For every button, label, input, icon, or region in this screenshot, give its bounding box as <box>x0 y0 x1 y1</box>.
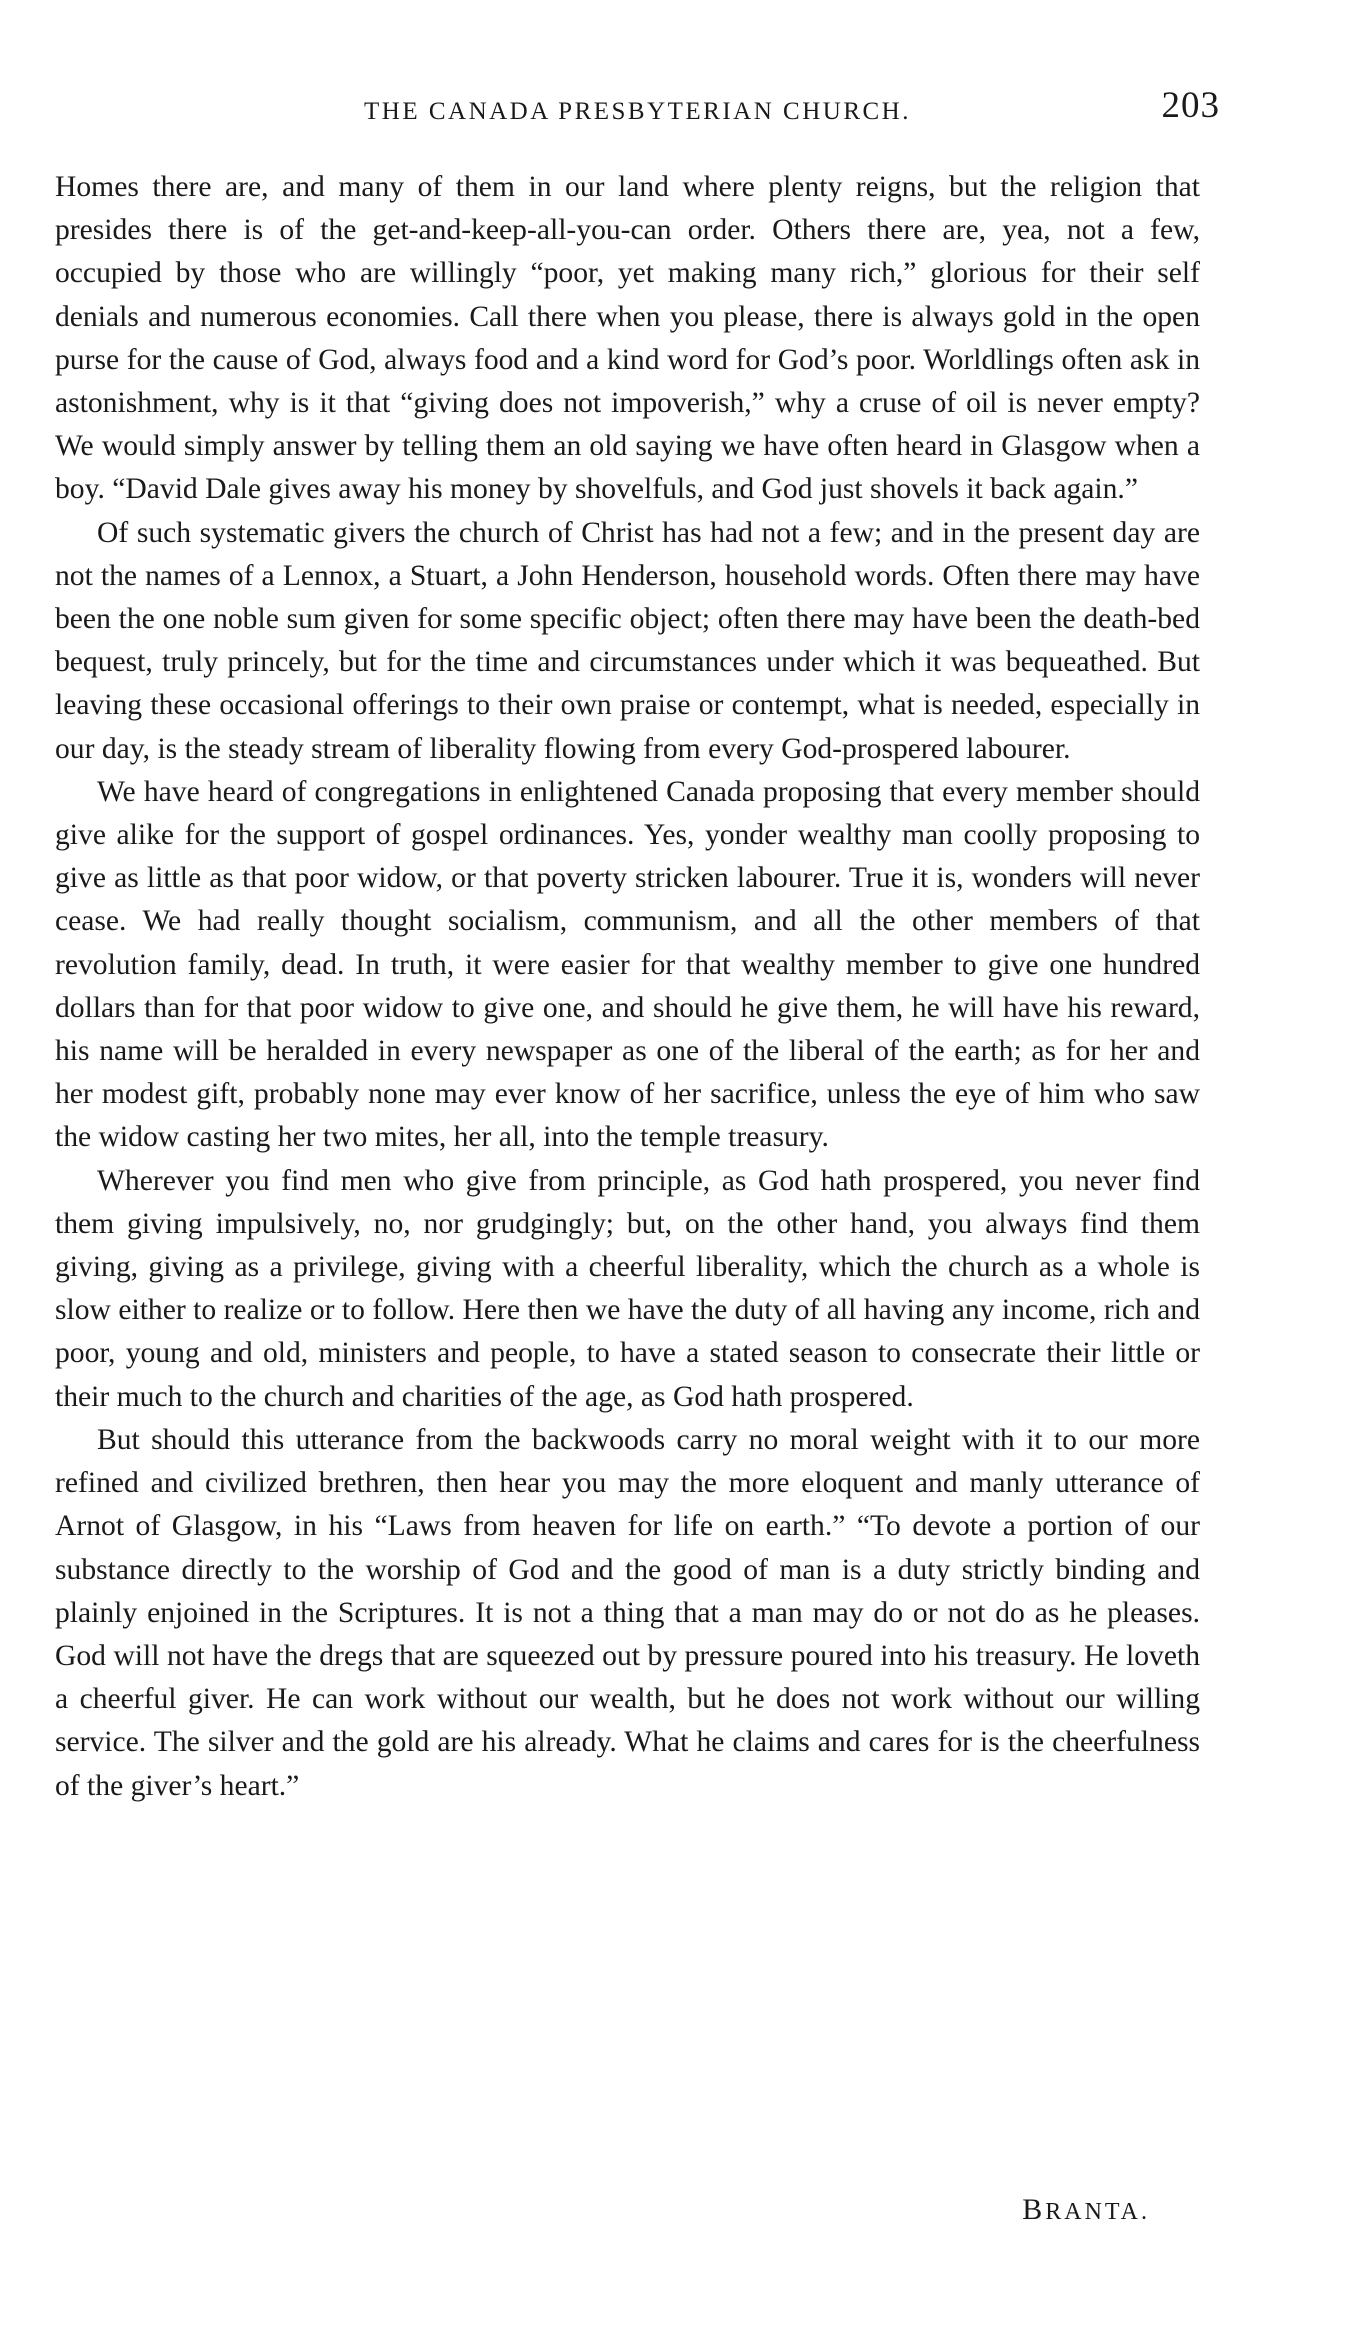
signature-rest: RANTA. <box>1045 2199 1150 2225</box>
running-title: THE CANADA PRESBYTERIAN CHURCH. <box>364 98 911 125</box>
signature-initial: B <box>1022 2193 1046 2226</box>
paragraph-4: Wherever you find men who give from principle, as God hath prospered, you never find them giving impulsively, no, nor grudgingly; but, on the other hand, you always find them giving, giving as a privilege, giving with a cheerful liberality, which the church as a whole is slow either to realize or to follow. Here then we have the duty of all having any income, rich and poor, young and old, ministers and people, to have a stated season to consecrate their little or their much to the church and charities of the age, as God hath prospered. <box>55 1164 1200 1413</box>
page-number: 203 <box>1161 85 1220 126</box>
paragraph-2: Of such systematic givers the church of Christ has had not a few; and in the present day are not the names of a Lennox, a Stuart, a John Henderson, household words. Often there may have been the one noble sum given for some specific object; often there may have been the death-bed bequest, truly princely, but for the time and circumstances under which it was bequeathed. But leaving these occasional offerings to their own praise or contempt, what is needed, especially in our day, is the steady stream of liberality flowing from every God-prospered labourer. <box>55 516 1200 765</box>
paragraph-5: But should this utterance from the backwoods carry no moral weight with it to our more refined and civilized brethren, then hear you may the more eloquent and manly utterance of Arnot of Glasgow, in his “Laws from heaven for life on earth.” “To devote a portion of our substance directly to the worship of God and the good of man is a duty strictly binding and plainly enjoined in the Scriptures. It is not a thing that a man may do or not do as he pleases. God will not have the dregs that are squeezed out by pressure poured into his treasury. He loveth a cheerful giver. He can work without our wealth, but he does not work without our willing service. The silver and the gold are his already. What he claims and cares for is the cheerfulness of the giver’s heart.” <box>55 1423 1200 1802</box>
paragraph-3: We have heard of congregations in enlightened Canada proposing that every member should give alike for the support of gospel ordinances. Yes, yonder wealthy man coolly proposing to give as little as that poor widow, or that poverty stricken labourer. True it is, wonders will never cease. We had really thought socialism, communism, and all the other members of that revolution family, dead. In truth, it were easier for that wealthy member to give one hundred dollars than for that poor widow to give one, and should he give them, he will have his reward, his name will be heralded in every newspaper as one of the liberal of the earth; as for her and her modest gift, probably none may ever know of her sacrifice, unless the eye of him who saw the widow casting her two mites, her all, into the temple treasury. <box>55 775 1200 1154</box>
body-text <box>55 166 1200 1808</box>
author-signature <box>1022 2193 1150 2227</box>
paragraph-1: Homes there are, and many of them in our land where plenty reigns, but the religion that presides there is of the get-and-keep-all-you-can order. Others there are, yea, not a few, occupied by those who are willingly “poor, yet making many rich,” glorious for their self denials and numerous economies. Call there when you please, there is always gold in the open purse for the cause of God, always food and a kind word for God’s poor. Worldlings often ask in astonishment, why is it that “giving does not impoverish,” why a cruse of oil is never empty? We would simply answer by telling them an old saying we have often heard in Glasgow when a boy. “David Dale gives away his money by shovelfuls, and God just shovels it back again.” <box>55 171 1200 506</box>
running-head <box>55 84 1220 134</box>
